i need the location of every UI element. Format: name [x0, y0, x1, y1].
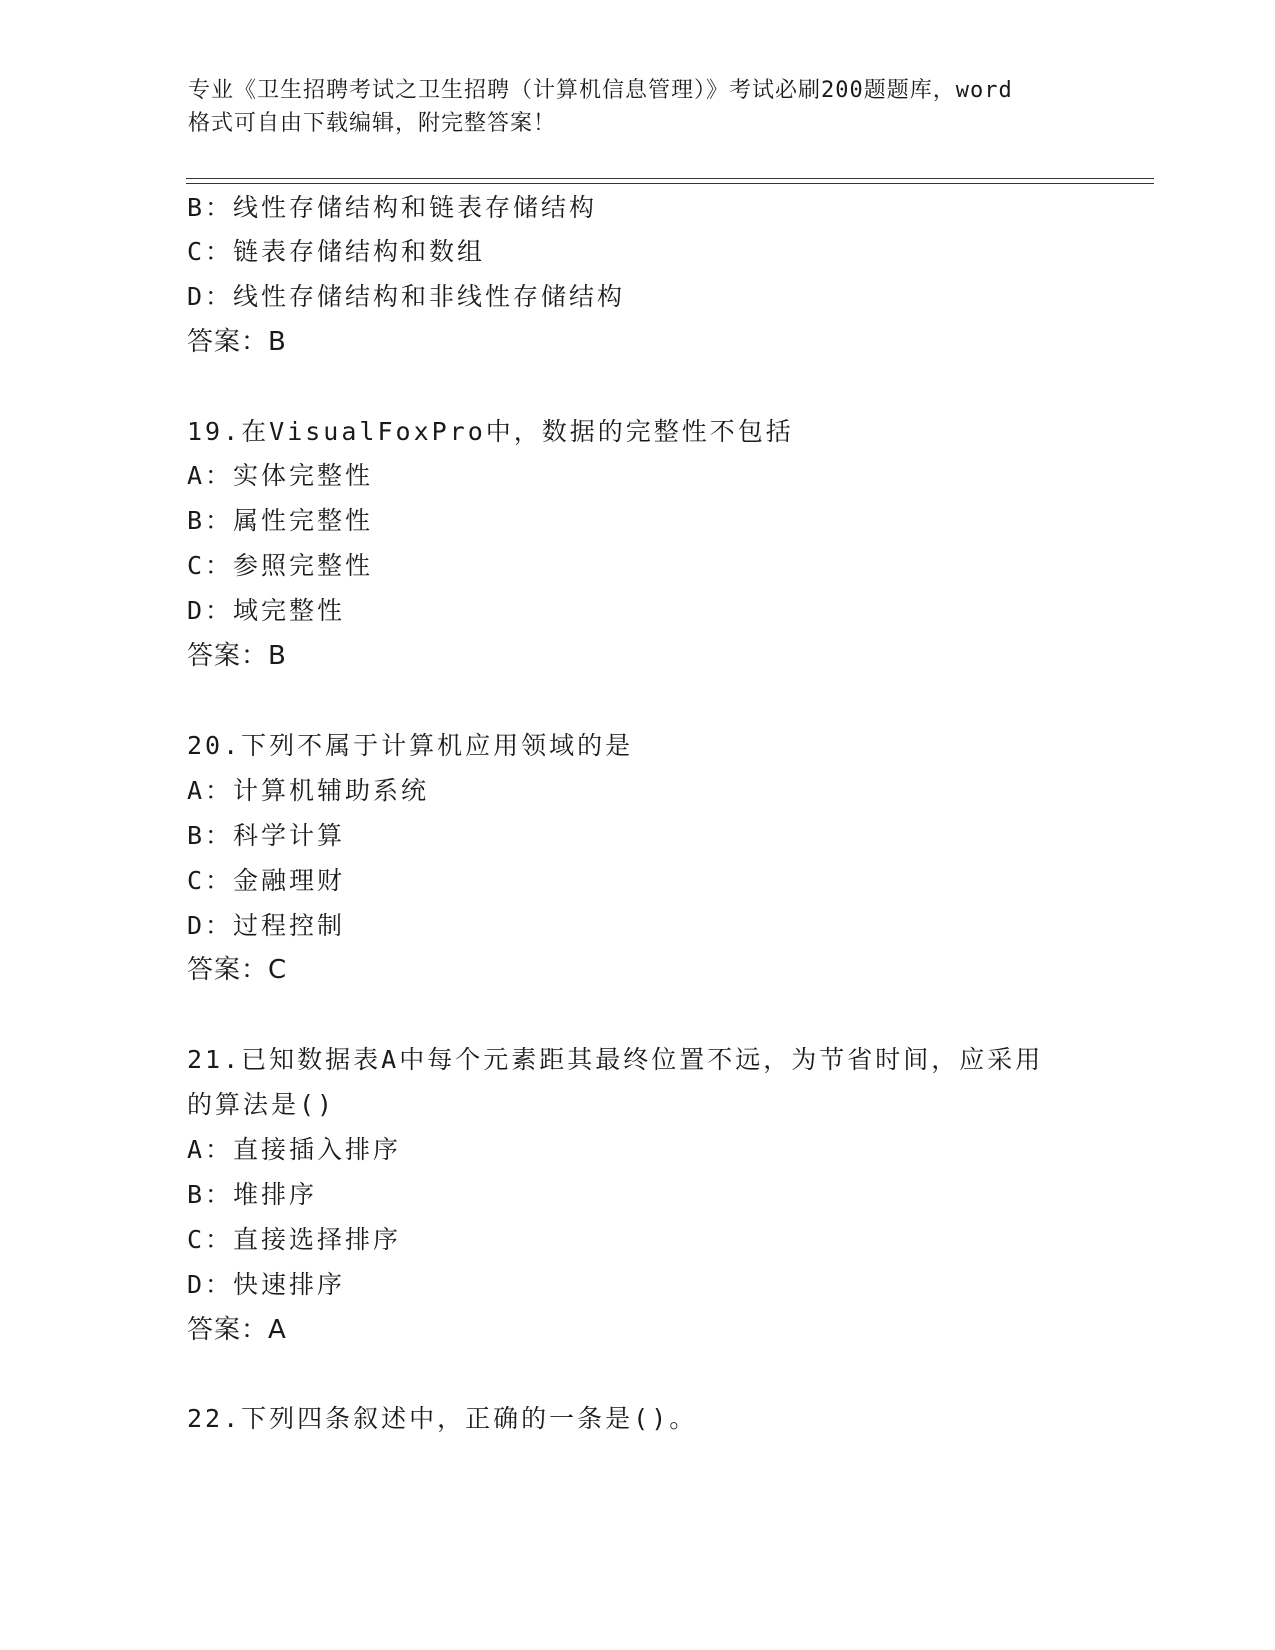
q22-question: 22.下列四条叙述中，正确的一条是()。 — [187, 1404, 698, 1433]
q21-option-d: D：快速排序 — [187, 1270, 346, 1299]
header-divider-bottom — [186, 183, 1154, 184]
q18-option-b: B：线性存储结构和链表存储结构 — [187, 193, 598, 222]
document-header — [188, 74, 1088, 140]
q21-option-c: C：直接选择排序 — [187, 1225, 402, 1254]
q20-option-c: C：金融理财 — [187, 866, 346, 895]
q20-question: 20.下列不属于计算机应用领域的是 — [187, 731, 634, 760]
q20-option-b: B：科学计算 — [187, 821, 346, 850]
q19-option-b: B：属性完整性 — [187, 506, 374, 535]
q19-question: 19.在VisualFoxPro中，数据的完整性不包括 — [187, 417, 794, 446]
q19-option-c: C：参照完整性 — [187, 551, 374, 580]
q19-option-d: D：域完整性 — [187, 596, 346, 625]
q21-option-b: B：堆排序 — [187, 1180, 318, 1209]
q20-option-a: A：计算机辅助系统 — [187, 776, 430, 805]
q21-question-line-1: 21.已知数据表A中每个元素距其最终位置不远，为节省时间，应采用 — [187, 1045, 1044, 1074]
q20-answer: 答案：C — [187, 955, 288, 985]
q18-option-c: C：链表存储结构和数组 — [187, 237, 486, 266]
header-divider-top — [186, 178, 1154, 179]
q21-answer: 答案：A — [187, 1315, 287, 1345]
q19-option-a: A：实体完整性 — [187, 461, 374, 490]
header-line-2: 格式可自由下载编辑，附完整答案！ — [188, 111, 557, 136]
q18-answer: 答案：B — [187, 327, 287, 357]
q19-answer: 答案：B — [187, 641, 287, 671]
q18-option-d: D：线性存储结构和非线性存储结构 — [187, 282, 626, 311]
header-line-1: 专业《卫生招聘考试之卫生招聘（计算机信息管理）》考试必刷200题题库，word — [188, 78, 1013, 103]
q21-option-a: A：直接插入排序 — [187, 1135, 402, 1164]
q20-option-d: D：过程控制 — [187, 911, 346, 940]
q21-question-line-2: 的算法是() — [187, 1090, 336, 1119]
